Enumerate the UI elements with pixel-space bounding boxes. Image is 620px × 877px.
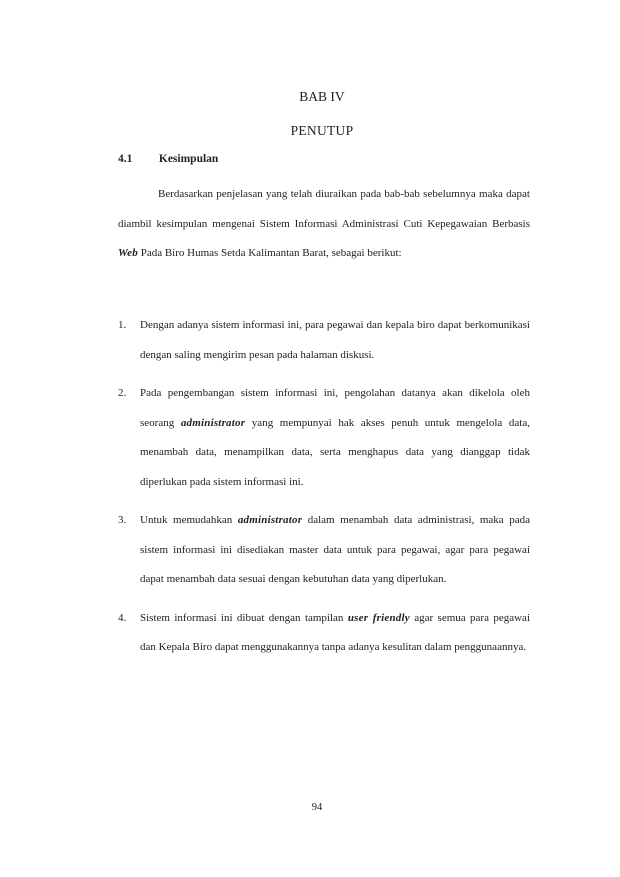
intro-text-1: Berdasarkan penjelasan yang telah diuraikan pada bab-bab sebelumnya maka dapat diambil kesimpulan mengenai Sistem Informasi Administrasi Cuti Kepegawaian Berbasis <box>118 188 530 230</box>
list-item <box>118 604 530 663</box>
list-item-number: 2. <box>118 387 127 399</box>
list-item-italic-term: user friendly <box>347 611 410 624</box>
list-item-text-post: dalam menambah data administrasi, maka pada sistem informasi ini disediakan master data untuk para pegawai, agar para pegawai dapat menambah data sesuai dengan kebutuhan data yang diperlukan. <box>140 514 530 585</box>
list-item-text-pre: Sistem informasi ini dibuat dengan tampilan <box>140 611 348 624</box>
section-title: Kesimpulan <box>158 153 219 165</box>
list-item-text-post: agar semua para pegawai dan Kepala Biro dapat menggunakannya tanpa adanya kesulitan dalam penggunaannya. <box>140 611 531 653</box>
list-item-italic-term: administrator <box>237 514 303 526</box>
list-item-number: 3. <box>118 514 127 526</box>
page-number: 94 <box>311 802 323 813</box>
section-heading <box>118 153 218 165</box>
intro-text-2: Pada Biro Humas Setda Kalimantan Barat, sebagai berikut: <box>137 247 402 259</box>
list-item-number: 4. <box>118 611 127 624</box>
list-item-number: 1. <box>118 319 127 331</box>
section-number: 4.1 <box>118 153 133 165</box>
list-item-text-pre: Untuk memudahkan <box>140 514 238 526</box>
list-item <box>118 506 530 595</box>
intro-paragraph <box>118 180 530 269</box>
list-item-text-post: yang mempunyai hak akses penuh untuk mengelola data, menambah data, menampilkan data, serta menghapus data yang dianggap tidak diperlukan pada sistem informasi ini. <box>140 416 530 488</box>
list-item <box>118 311 530 370</box>
list-item <box>118 379 530 497</box>
intro-italic-term: Web <box>118 247 138 259</box>
chapter-label: BAB IV <box>299 89 345 104</box>
chapter-title: PENUTUP <box>290 123 354 138</box>
list-item-italic-term: administrator <box>180 416 246 429</box>
conclusion-list <box>118 311 530 672</box>
list-item-text-pre: Pada pengembangan sistem informasi ini, pengolahan datanya akan dikelola oleh seorang <box>140 387 530 429</box>
list-item-text: Dengan adanya sistem informasi ini, para pegawai dan kepala biro dapat berkomunikasi dengan saling mengirim pesan pada halaman diskusi. <box>140 319 530 361</box>
